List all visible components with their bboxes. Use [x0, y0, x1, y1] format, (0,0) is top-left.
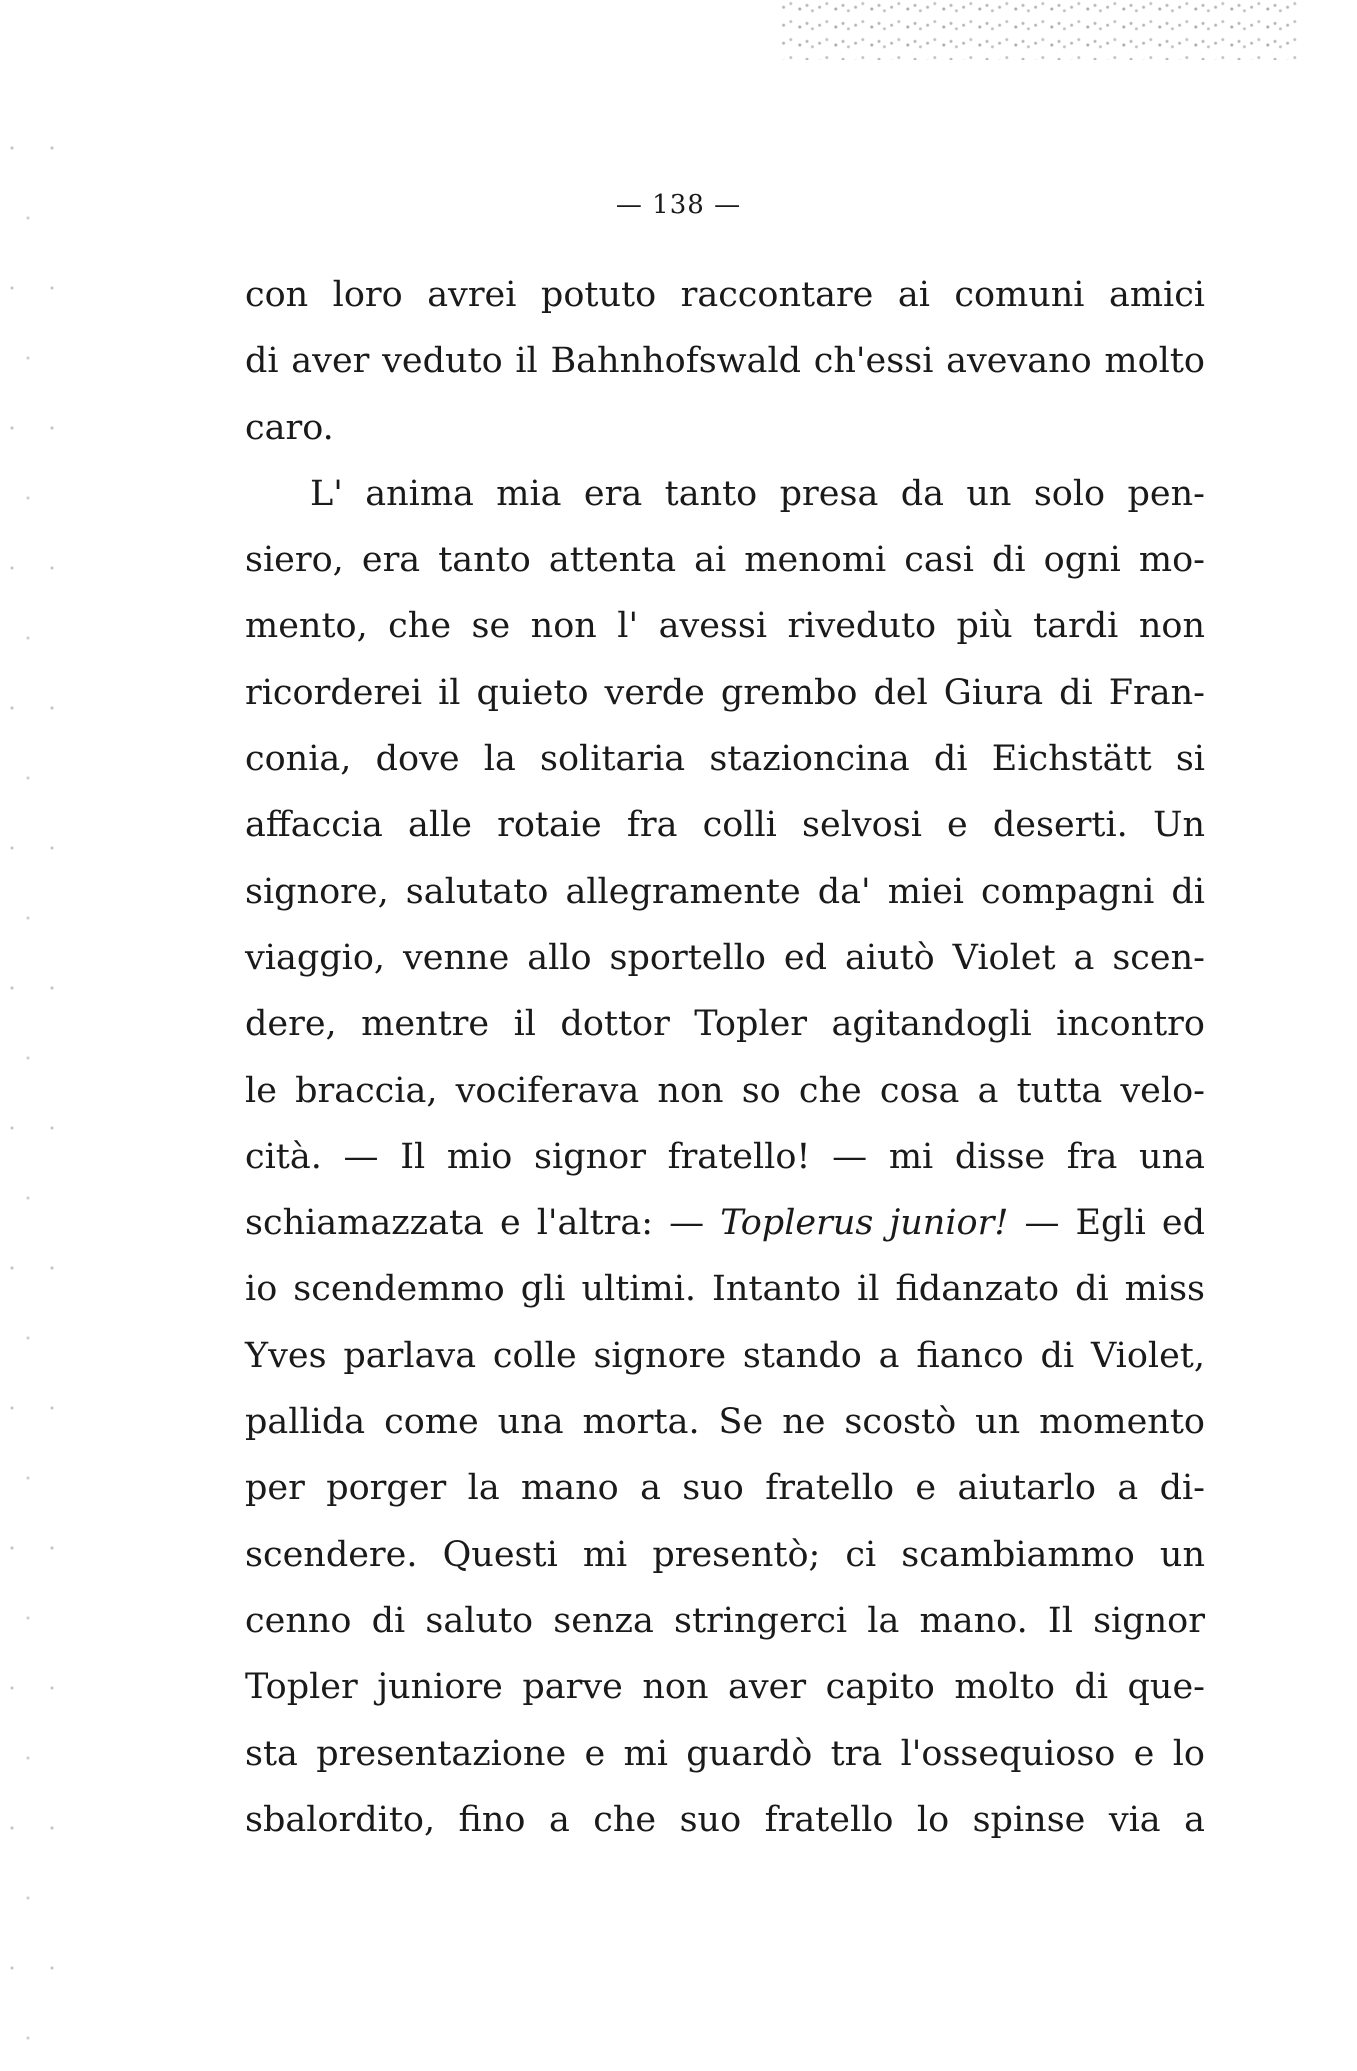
text-line: di aver veduto il Bahnhofswald ch'essi avevano molto — [245, 341, 1205, 382]
paragraph-start-line: L' anima mia era tanto presa da un solo pen- — [310, 473, 1205, 514]
text-line: ricorderei il quieto verde grembo del Giura di Fran- — [245, 672, 1205, 713]
text-line: cenno di saluto senza stringerci la mano. Il signor — [245, 1600, 1205, 1641]
text-line: sbalordito, fino a che suo fratello lo spinse via a — [245, 1799, 1205, 1840]
body-text — [245, 262, 1205, 1853]
text-line: con loro avrei potuto raccontare ai comuni amici — [245, 275, 1205, 315]
text-line: per porger la mano a suo fratello e aiutarlo a di- — [245, 1468, 1205, 1509]
text-line: le braccia, vociferava non so che cosa a tutta velo- — [245, 1070, 1205, 1111]
text-segment: schiamazzata e l'altra: — — [245, 1203, 721, 1244]
italic-phrase: Toplerus junior! — [720, 1203, 1009, 1244]
scan-noise-top — [780, 0, 1300, 60]
text-line: pallida come una morta. Se ne scostò un momento — [245, 1402, 1205, 1443]
text-line: caro. — [245, 407, 334, 448]
page-number: — 138 — — [615, 190, 742, 220]
text-line: Topler juniore parve non aver capito molto di que- — [245, 1667, 1205, 1708]
text-line: cità. — Il mio signor fratello! — mi disse fra una — [245, 1136, 1205, 1177]
text-line: viaggio, venne allo sportello ed aiutò Violet a scen- — [245, 937, 1205, 978]
text-line: io scendemmo gli ultimi. Intanto il fidanzato di miss — [245, 1269, 1205, 1310]
scan-noise-left — [0, 120, 60, 2070]
text-line: sta presentazione e mi guardò tra l'ossequioso e lo — [245, 1733, 1205, 1774]
text-line: affaccia alle rotaie fra colli selvosi e deserti. Un — [245, 805, 1205, 846]
text-line: dere, mentre il dottor Topler agitandogli incontro — [245, 1004, 1205, 1045]
text-line-mixed — [245, 1190, 1205, 1256]
text-line: mento, che se non l' avessi riveduto più tardi non — [245, 606, 1205, 647]
text-segment: — Egli ed — [1008, 1203, 1205, 1244]
text-line: scendere. Questi mi presentò; ci scambiammo un — [245, 1534, 1205, 1575]
text-line: Yves parlava colle signore stando a fianco di Violet, — [245, 1335, 1205, 1376]
text-line: conia, dove la solitaria stazioncina di Eichstätt si — [245, 739, 1205, 780]
text-line: signore, salutato allegramente da' miei compagni di — [245, 871, 1205, 912]
text-line: siero, era tanto attenta ai menomi casi di ogni mo- — [245, 540, 1205, 581]
